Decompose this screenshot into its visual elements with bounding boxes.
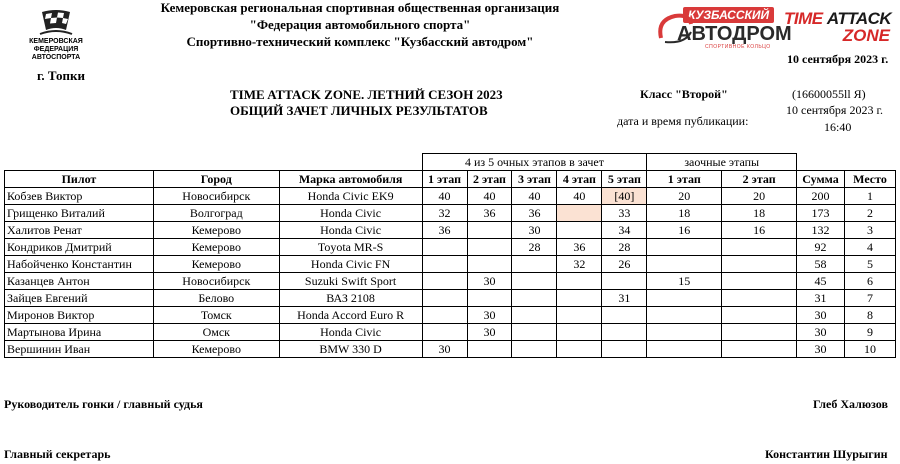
checkered-flag-icon [36,8,76,38]
city-cell: Омск [153,324,279,341]
remote1-cell: 20 [647,188,722,205]
table-row [5,341,896,358]
col-remote1-header: 1 этап [647,171,722,188]
stage4-cell: 36 [557,239,602,256]
remote1-cell [647,290,722,307]
stage5-cell [602,341,647,358]
stage1-cell [422,239,467,256]
stage2-cell: 30 [467,307,512,324]
ta-logo-line1 [784,10,896,27]
pilot-cell: Кобзев Виктор [5,188,154,205]
stage2-cell [467,290,512,307]
stage2-cell: 40 [467,188,512,205]
place-cell: 6 [845,273,896,290]
col-total-header: Сумма [797,171,845,188]
stage5-cell [602,324,647,341]
place-cell: 2 [845,205,896,222]
city-cell: Волгоград [153,205,279,222]
stage1-cell: 30 [422,341,467,358]
remote2-cell: 16 [722,222,797,239]
chief-judge-name: Глеб Халюзов [813,397,888,411]
track-icon [655,8,695,48]
org-line1: Кемеровская региональная спортивная общественная организация [160,0,560,15]
stage5-cell: 33 [602,205,647,222]
remote1-cell: 15 [647,273,722,290]
table-row [5,307,896,324]
col-stage3-header: 3 этап [512,171,557,188]
stage2-cell [467,341,512,358]
stage1-cell: 32 [422,205,467,222]
table-row [5,239,896,256]
total-cell: 200 [797,188,845,205]
remote1-cell: 18 [647,205,722,222]
ta-logo-zone: ZONE [842,26,890,45]
pilot-cell: Грищенко Виталий [5,205,154,222]
results-table [4,153,896,358]
col-place-header: Место [845,171,896,188]
city-cell: Белово [153,290,279,307]
ta-logo-time: TIME [784,9,823,28]
place-cell: 5 [845,256,896,273]
total-cell: 30 [797,324,845,341]
stage3-cell [512,341,557,358]
city-cell: Новосибирск [153,273,279,290]
remote2-cell [722,239,797,256]
remote2-cell: 20 [722,188,797,205]
remote1-cell [647,324,722,341]
remote2-cell [722,256,797,273]
car-cell: Honda Civic [279,222,422,239]
time-attack-zone-logo [784,10,896,46]
stage2-cell: 36 [467,205,512,222]
stage4-cell [557,341,602,358]
stage5-cell: 28 [602,239,647,256]
stage1-cell [422,307,467,324]
car-cell: Honda Accord Euro R [279,307,422,324]
table-row [5,222,896,239]
col-stage2-header: 2 этап [467,171,512,188]
stage5-cell: 26 [602,256,647,273]
pilot-cell: Зайцев Евгений [5,290,154,307]
stage5-cell: 34 [602,222,647,239]
car-cell: Honda Civic [279,324,422,341]
group-header-row [5,154,896,171]
standings-title: ОБЩИЙ ЗАЧЕТ ЛИЧНЫХ РЕЗУЛЬТАТОВ [230,103,488,118]
remote2-cell: 18 [722,205,797,222]
stage1-cell [422,290,467,307]
stage3-cell [512,273,557,290]
stage5-cell: [40] [602,188,647,205]
place-cell: 3 [845,222,896,239]
federation-logo-text [10,38,102,62]
empty-cell [5,154,154,171]
table-row [5,256,896,273]
col-city-header: Город [153,171,279,188]
publication-label: дата и время публикации: [617,114,749,128]
table-row [5,188,896,205]
total-cell: 92 [797,239,845,256]
total-cell: 45 [797,273,845,290]
remote2-cell [722,324,797,341]
remote1-cell [647,256,722,273]
car-cell: ВАЗ 2108 [279,290,422,307]
remote1-cell [647,307,722,324]
table-row [5,205,896,222]
place-cell: 8 [845,307,896,324]
place-cell: 1 [845,188,896,205]
table-row [5,324,896,341]
remote2-cell [722,307,797,324]
empty-cell [153,154,279,171]
publication-date: 10 сентября 2023 г. [786,103,884,117]
class-label: Класс "Второй" [640,87,728,101]
pilot-cell: Вершинин Иван [5,341,154,358]
remote2-cell [722,341,797,358]
stage2-cell: 30 [467,273,512,290]
kuzbass-autodrom-logo [655,6,792,52]
car-cell: Suzuki Swift Sport [279,273,422,290]
offline-stages-header: 4 из 5 очных этапов в зачет [422,154,647,171]
stage4-cell: 40 [557,188,602,205]
stage3-cell [512,307,557,324]
pilot-cell: Набойченко Константин [5,256,154,273]
results-table-body [5,154,896,358]
publication-time: 16:40 [824,120,852,134]
table-row [5,273,896,290]
ta-logo-attack: ATTACK [826,9,892,28]
org-line2: "Федерация автомобильного спорта" [249,17,471,32]
col-pilot-header: Пилот [5,171,154,188]
car-cell: Honda Civic EK9 [279,188,422,205]
stage3-cell [512,324,557,341]
stage3-cell [512,290,557,307]
city-cell: Томск [153,307,279,324]
stage3-cell: 28 [512,239,557,256]
remote2-cell [722,290,797,307]
total-cell: 173 [797,205,845,222]
remote-stages-header: заочные этапы [647,154,797,171]
car-cell: Honda Civic FN [279,256,422,273]
pilot-cell: Миронов Виктор [5,307,154,324]
pilot-cell: Казанцев Антон [5,273,154,290]
total-cell: 132 [797,222,845,239]
stage3-cell: 30 [512,222,557,239]
car-cell: Toyota MR-S [279,239,422,256]
stage3-cell: 40 [512,188,557,205]
stage1-cell: 36 [422,222,467,239]
kuzbass-logo-sub: СПОРТИВНОЕ КОЛЬЦО [705,44,771,50]
total-cell: 30 [797,341,845,358]
federation-logo-line1: КЕМЕРОВСКАЯ [29,38,83,45]
col-stage4-header: 4 этап [557,171,602,188]
col-stage1-header: 1 этап [422,171,467,188]
place-cell: 9 [845,324,896,341]
stage2-cell [467,222,512,239]
city-cell: Кемерово [153,239,279,256]
stage4-cell [557,324,602,341]
total-cell: 58 [797,256,845,273]
stage5-cell [602,273,647,290]
col-stage5-header: 5 этап [602,171,647,188]
kuzbass-logo-top: КУЗБАССКИЙ [683,7,774,23]
city-cell: Кемерово [153,341,279,358]
table-row [5,290,896,307]
city-cell: Новосибирск [153,188,279,205]
remote2-cell [722,273,797,290]
car-cell: BMW 330 D [279,341,422,358]
pilot-cell: Мартынова Ирина [5,324,154,341]
stage4-cell [557,290,602,307]
stage4-cell [557,307,602,324]
stage3-cell: 36 [512,205,557,222]
place-cell: 10 [845,341,896,358]
city: г. Топки [37,68,85,83]
event-title: TIME ATTACK ZONE. ЛЕТНИЙ СЕЗОН 2023 [230,87,503,102]
stage1-cell [422,256,467,273]
stage4-cell [557,273,602,290]
pilot-cell: Кондриков Дмитрий [5,239,154,256]
stage4-cell [557,222,602,239]
federation-logo-line2: ФЕДЕРАЦИЯ АВТОСПОРТА [31,46,81,61]
empty-cell [797,154,845,171]
pilot-cell: Халитов Ренат [5,222,154,239]
remote1-cell [647,239,722,256]
stage2-cell [467,256,512,273]
col-remote2-header: 2 этап [722,171,797,188]
total-cell: 31 [797,290,845,307]
stage1-cell [422,324,467,341]
org-line3: Спортивно-технический комплекс "Кузбасский автодром" [186,34,534,49]
chief-secretary-role: Главный секретарь [4,447,111,461]
place-cell: 4 [845,239,896,256]
empty-cell [845,154,896,171]
stage3-cell [512,256,557,273]
column-header-row [5,171,896,188]
stage5-cell [602,307,647,324]
stage1-cell [422,273,467,290]
chief-secretary-name: Константин Шурыгин [765,447,888,461]
stage4-cell: 32 [557,256,602,273]
place-cell: 7 [845,290,896,307]
header-date: 10 сентября 2023 г. [787,52,889,66]
federation-logo [10,8,102,64]
stage2-cell: 30 [467,324,512,341]
stage1-cell: 40 [422,188,467,205]
kuzbass-logo-main: АВТОДРОМ [677,23,792,45]
city-cell: Кемерово [153,256,279,273]
remote1-cell [647,341,722,358]
empty-cell [279,154,422,171]
class-code: (16600055ll Я) [792,87,866,101]
chief-judge-role: Руководитель гонки / главный судья [4,397,203,411]
total-cell: 30 [797,307,845,324]
remote1-cell: 16 [647,222,722,239]
stage5-cell: 31 [602,290,647,307]
stage2-cell [467,239,512,256]
stage4-cell [557,205,602,222]
city-cell: Кемерово [153,222,279,239]
col-car-header: Марка автомобиля [279,171,422,188]
car-cell: Honda Civic [279,205,422,222]
